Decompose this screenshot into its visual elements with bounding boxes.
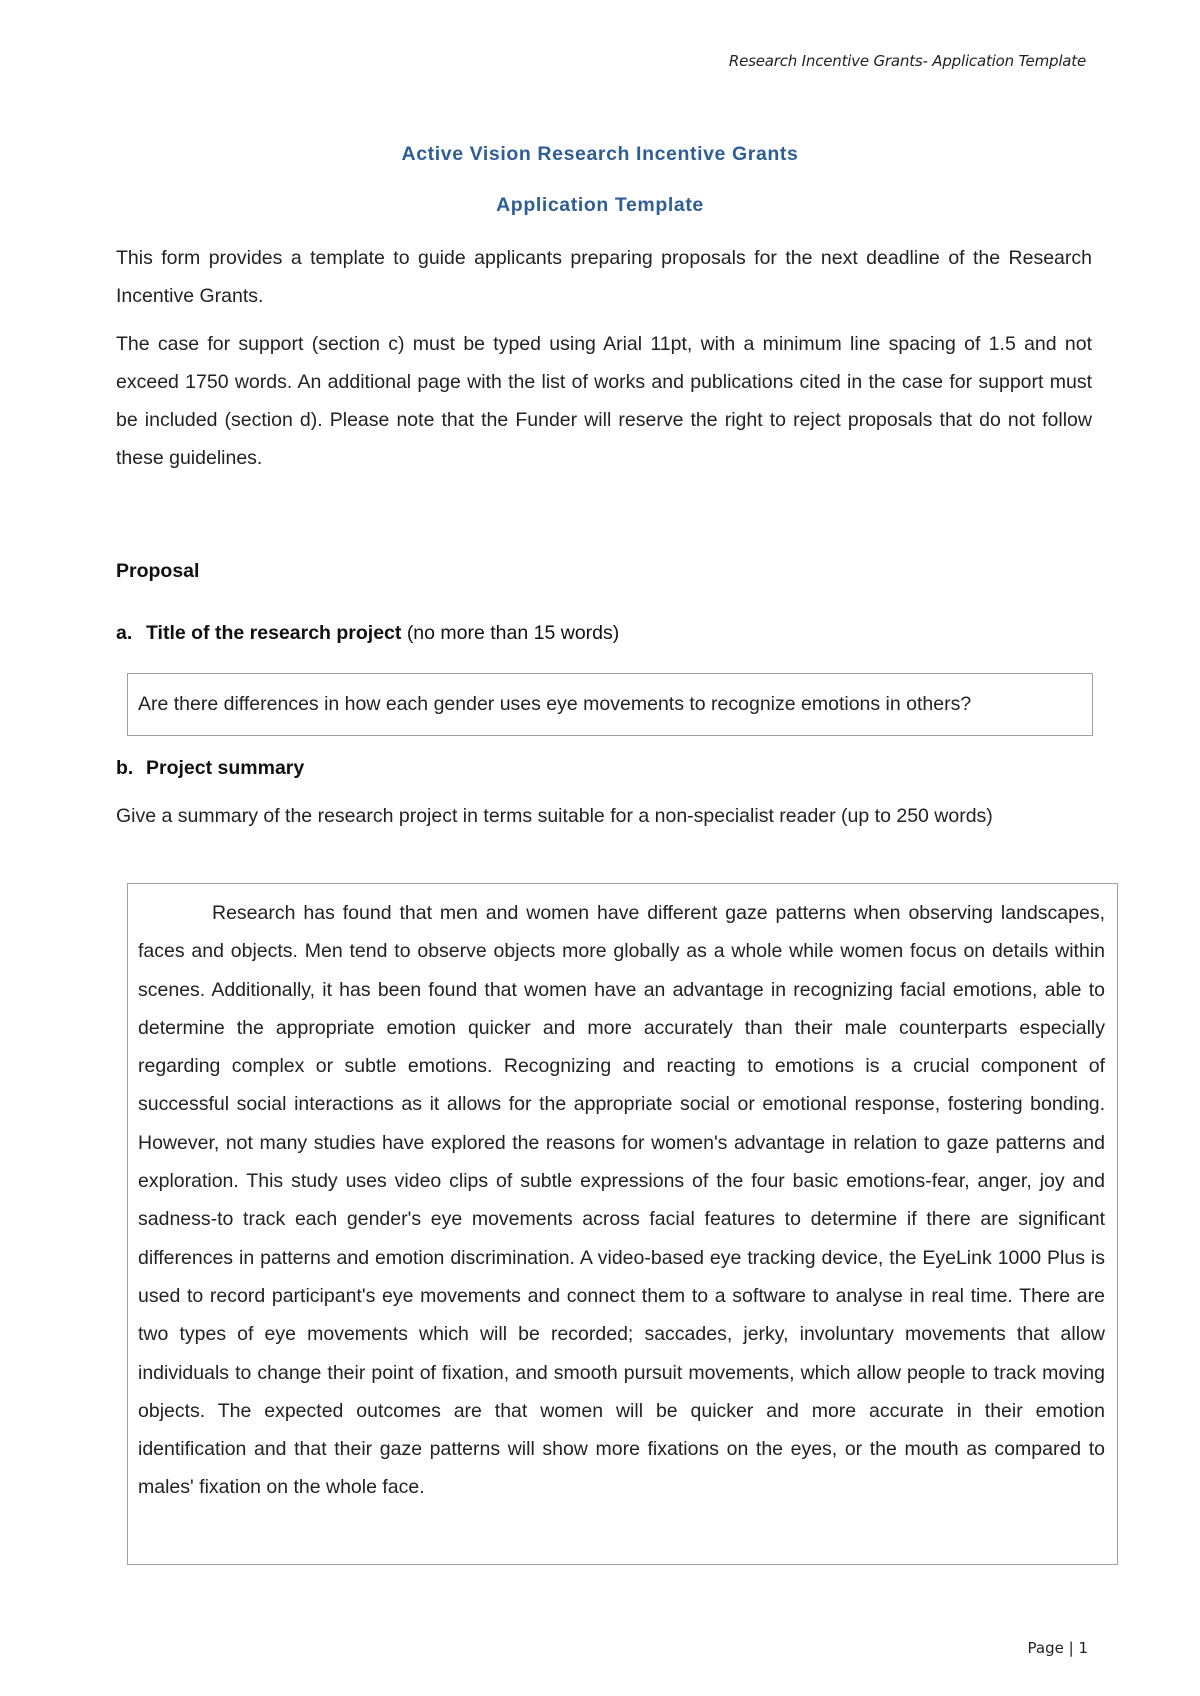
intro-paragraph-1: This form provides a template to guide applicants preparing proposals for the next deadline of the Research Incentive Grants.: [116, 247, 1092, 307]
project-summary-field[interactable]: [127, 883, 1118, 1565]
document-subtitle: Application Template: [496, 194, 704, 216]
running-header: Research Incentive Grants- Application Template: [728, 52, 1086, 70]
section-a-note: (no more than 15 words): [406, 622, 620, 644]
section-b-title: Project summary: [146, 757, 305, 779]
section-a-heading: [116, 622, 619, 645]
project-summary-text: Research has found that men and women have different gaze patterns when observing landscapes, faces and objects. Men tend to observe objects more globally as a whole while women focus on details within scenes. Additionally, it has been found that women have an advantage in recognizing facial emotions, able to determine the appropriate emotion quicker and more accurately than their male counterparts especially regarding complex or subtle emotions. Recognizing and reacting to emotions is a crucial component of successful social interactions as it allows for the appropriate social or emotional response, fostering bonding. However, not many studies have explored the reasons for women's advantage in relation to gaze patterns and exploration. This study uses video clips of subtle expressions of the four basic emotions-fear, anger, joy and sadness-to track each gender's eye movements across facial features to determine if there are significant differences in patterns and emotion discrimination. A video-based eye tracking device, the EyeLink 1000 Plus is used to record participant's eye movements and connect them to a software to analyse in real time. There are two types of eye movements which will be recorded; saccades, jerky, involuntary movements that allow individuals to change their point of fixation, and smooth pursuit movements, which allow people to track moving objects. The expected outcomes are that women will be quicker and more accurate in their emotion identification and that their gaze patterns will show more fixations on the eyes, or the mouth as compared to males' fixation on the whole face.: [138, 902, 1105, 1499]
page-number: Page | 1: [1027, 1639, 1088, 1657]
section-a-title: Title of the research project: [146, 622, 402, 644]
section-b-instruction: Give a summary of the research project in terms suitable for a non-specialist reader (up to 250 words): [116, 805, 993, 827]
intro-paragraph-2: The case for support (section c) must be typed using Arial 11pt, with a minimum line spacing of 1.5 and not exceed 1750 words. An additional page with the list of works and publications cited in the case for support must be included (section d). Please note that the Funder will reserve the right to reject proposals that do not follow these guidelines.: [116, 333, 1092, 469]
section-b-letter: b.: [116, 757, 134, 779]
proposal-heading: Proposal: [116, 560, 200, 582]
section-a-letter: a.: [116, 622, 133, 644]
document-title: Active Vision Research Incentive Grants: [401, 143, 799, 165]
project-title-field[interactable]: Are there differences in how each gender uses eye movements to recognize emotions in others?: [127, 673, 1093, 736]
section-b-heading: [116, 757, 304, 780]
